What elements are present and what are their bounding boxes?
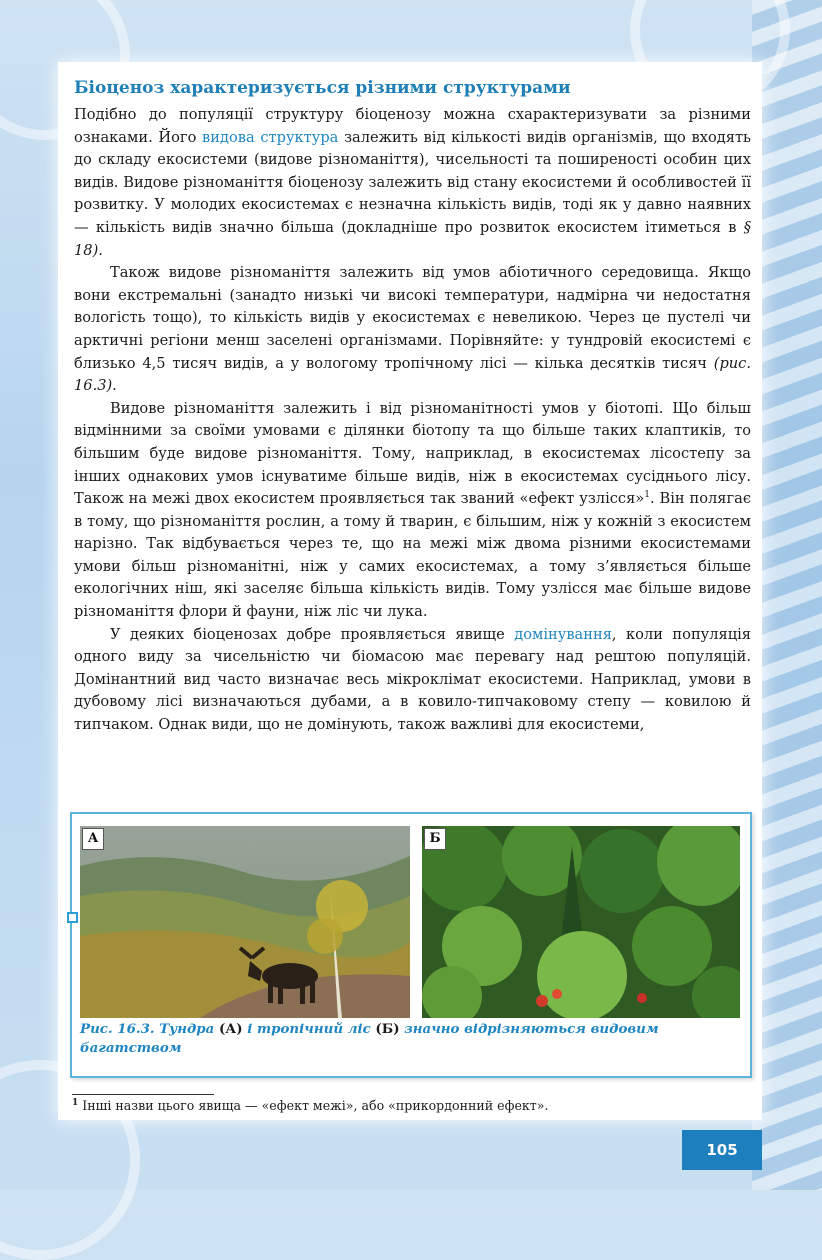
textbook-page [58, 62, 762, 1120]
photo-label-a: А [82, 828, 104, 850]
figure-reference: (рис. 16.3). [74, 354, 751, 395]
caption-text: значно відрізняються видовим багатством [80, 1021, 659, 1056]
tundra-illustration [80, 826, 410, 1018]
decorative-band [752, 0, 822, 1190]
page-content [74, 76, 751, 737]
footnote [72, 1098, 548, 1113]
tundra-photo [80, 826, 410, 1018]
tropical-forest-photo [422, 826, 740, 1018]
text-run: залежить від кількості видів організмів, що входять до складу екосистеми (видове різноманіття), чисельності та поширеності особин цих видів. Видове різноманіття біоценозу залежить від стану екосистеми й особливостей її розвитку. У молодих екосистемах є незначна кількість видів, тоді як у давно наявних — кількість видів значно більша (докладніше про розвиток екосистем ітиметься в [74, 128, 751, 236]
section-reference: § 18). [74, 218, 751, 259]
caption-text: і тропічний ліс [242, 1021, 376, 1037]
footnote-text: Інші назви цього явища — «ефект межі», або «прикордонний ефект». [78, 1098, 549, 1113]
term-dominance: домінування [514, 625, 612, 643]
selection-handle[interactable] [67, 912, 78, 923]
figure-16-3 [70, 812, 752, 1078]
text-run: , коли популяція одного виду за чисельністю чи біомасою має перевагу над рештою популяцій. Домінантний вид часто визначає весь мікроклімат екосистеми. Наприклад, умови в дубовому лісі визначаються дубами, а в ковило-типчаковому степу — ковилою й типчаком. Однак види, що не домінують, також важливі для екосистеми, [74, 625, 751, 734]
text-run: Подібно до популяції структуру біоценозу можна схарактеризувати за різними ознаками. Його [74, 106, 751, 146]
paragraph-4 [74, 624, 751, 737]
footnote-divider [72, 1094, 214, 1095]
caption-label-b: (Б) [375, 1021, 400, 1037]
figure-caption [80, 1020, 740, 1058]
footnote-number: 1 [72, 1097, 79, 1108]
caption-text: Рис. 16.3. Тундра [80, 1021, 219, 1037]
text-run: . Він полягає в тому, що різноманіття рослин, а тому й тварин, є більшим, ніж у кожній з екосистем нарізно. Так відбувається через те, що на межі між двома різними екосистемами умови більш різноманітні, ніж у самих екосистемах, а тому з’являється більше екологічних ніш, які заселяє більша кількість видів. Тому узлісся має більше видове різноманіття флори й фауни, ніж ліс чи лука. [74, 490, 751, 621]
term-species-structure: видова структура [202, 128, 339, 146]
tropical-forest-illustration [422, 826, 740, 1018]
paragraph-3 [74, 398, 751, 624]
photo-label-b: Б [424, 828, 446, 850]
text-run: Також видове різноманіття залежить від умов абіотичного середовища. Якщо вони екстремальні (занадто низькі чи високі температури, надмірна чи недостатня вологість тощо), то кількість видів у екосистемах є невеликою. Через це пустелі чи арктичні регіони менш заселені організмами. Порівняйте: у тундровій екосистемі є близько 4,5 тисяч видів, а у вологому тропічному лісі — кілька десятків тисяч [74, 264, 751, 372]
caption-label-a: (А) [218, 1021, 243, 1037]
paragraph-1 [74, 104, 751, 262]
text-run: Видове різноманіття залежить і від різноманітності умов у біотопі. Що більш відмінними за своїми умовами є ділянки біотопу та що більше таких клаптиків, то більшим буде видове різноманіття. Тому, наприклад, в екосистемах лісостепу за інших однакових умов існуватиме більше видів, ніж в екосистемах сусіднього лісу. Також на межі двох екосистем проявляється так званий «ефект узлісся» [74, 399, 751, 508]
footnote-marker: 1 [644, 490, 650, 501]
paragraph-2 [74, 262, 751, 398]
page-number: 105 [682, 1130, 762, 1170]
section-heading: Біоценоз характеризується різними структурами [74, 78, 571, 98]
text-run: У деяких біоценозах добре проявляється явище [110, 625, 515, 643]
